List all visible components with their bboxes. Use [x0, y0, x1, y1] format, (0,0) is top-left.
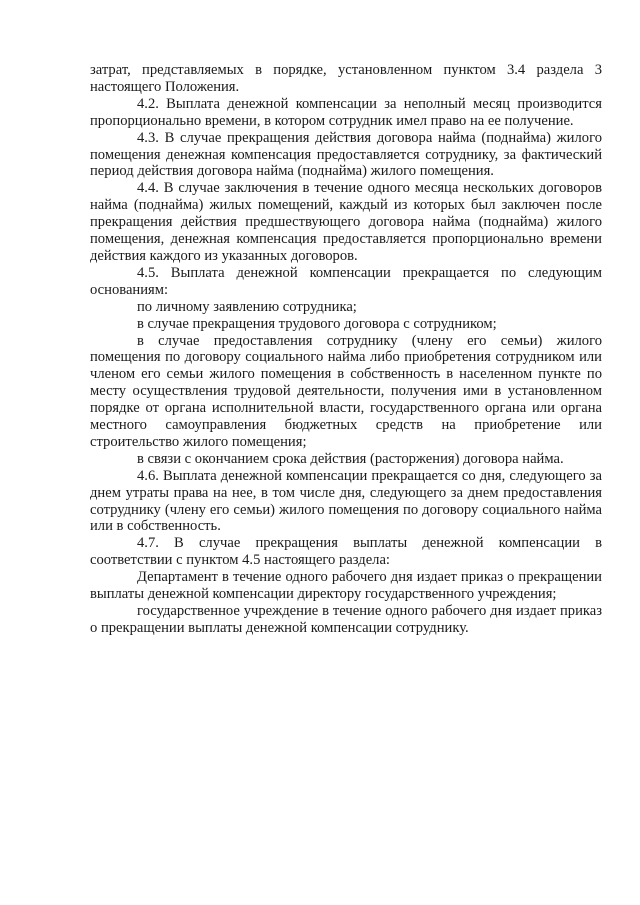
paragraph-4-4: 4.4. В случае заключения в течение одного месяца нескольких договоров найма (поднайма) жилых помещений, каждый из которых был заключен после прекращения действия предшествующего договора найма (поднайма) жилого помещения, денежная компенсация предоставляется пропорционально времени действия каждого из указанных договоров. — [90, 180, 602, 264]
paragraph-4-7: 4.7. В случае прекращения выплаты денежной компенсации в соответствии с пунктом 4.5 настоящего раздела: — [90, 535, 602, 569]
list-item-personal-request: по личному заявлению сотрудника; — [137, 298, 357, 315]
paragraph-4-3: 4.3. В случае прекращения действия договора найма (поднайма) жилого помещения денежная компенсация предоставляется сотруднику, за фактический период действия договора найма (поднайма) жилого помещения. — [90, 129, 602, 180]
list-item-lease-expiry: в связи с окончанием срока действия (расторжения) договора найма. — [137, 450, 564, 467]
paragraph-4-6: 4.6. Выплата денежной компенсации прекращается со дня, следующего за днем утраты права на нее, в том числе дня, следующего за днем предоставления сотруднику (члену его семьи) жилого помещения по договору социального найма или в собственность. — [90, 467, 602, 535]
list-item-contract-termination: в случае прекращения трудового договора с сотрудником; — [137, 315, 497, 332]
list-item-institution-order: государственное учреждение в течение одного рабочего дня издает приказ о прекращении выплаты денежной компенсации сотруднику. — [90, 603, 602, 636]
document-page — [90, 62, 602, 637]
paragraph-4-2: 4.2. Выплата денежной компенсации за неполный месяц производится пропорционально времени, в котором сотрудник имел право на ее получение. — [90, 95, 602, 129]
list-item-housing-provided: в случае предоставления сотруднику (члену его семьи) жилого помещения по договору социального найма либо приобретения сотрудником или членом его семьи жилого помещения в собственность в населенном пункте по месту осуществления трудовой деятельности, получения ими в установленном порядке от органа исполнительной власти, государственного органа или органа местного самоуправления бюджетных средств на приобретение или строительство жилого помещения; — [90, 332, 602, 450]
paragraph-4-5: 4.5. Выплата денежной компенсации прекращается по следующим основаниям: — [90, 264, 602, 298]
paragraph-continuation: затрат, представляемых в порядке, установленном пунктом 3.4 раздела 3 настоящего Положения. — [90, 62, 602, 95]
list-item-department-order: Департамент в течение одного рабочего дня издает приказ о прекращении выплаты денежной компенсации директору государственного учреждения; — [90, 569, 602, 603]
